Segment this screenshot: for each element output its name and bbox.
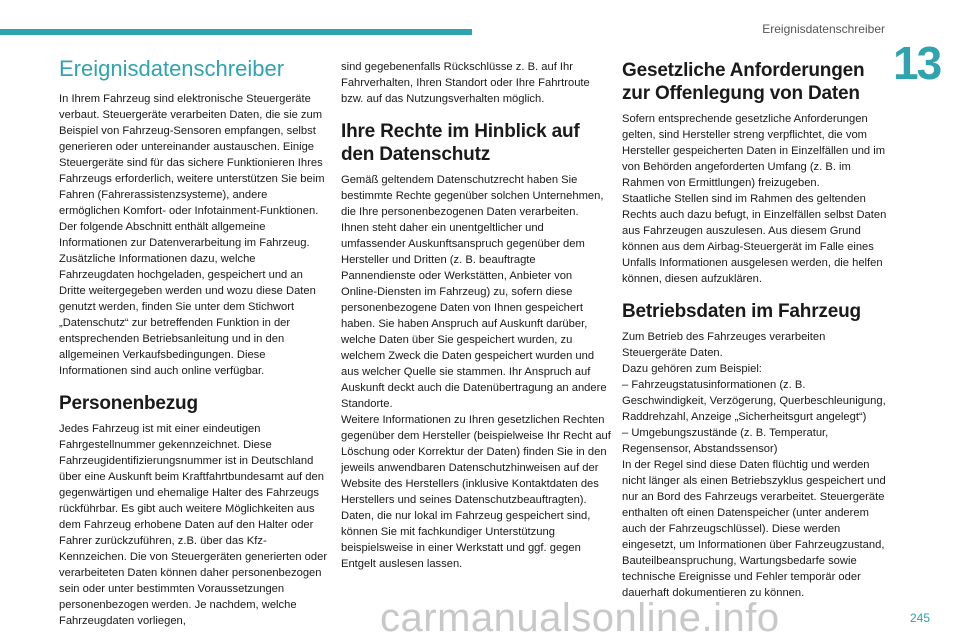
betrieb-paragraph-2: Dazu gehören zum Beispiel:: [622, 363, 762, 375]
betrieb-paragraph-1: Zum Betrieb des Fahrzeuges verarbeiten Steuergeräte Daten.: [622, 331, 826, 359]
header-accent-bar: [0, 29, 472, 35]
heading-personenbezug: Personenbezug: [59, 393, 198, 414]
chapter-number: 13: [893, 37, 941, 89]
rechte-paragraph-1: Gemäß geltendem Datenschutzrecht haben Sie bestimmte Rechte gegenüber solchen Unternehmen, die Ihre personenbezogenen Daten verarbeiten.: [341, 174, 604, 218]
betrieb-paragraph-3: In der Regel sind diese Daten flüchtig und werden nicht länger als einen Betriebszyklus gespeichert und nur an Bord des Fahrzeugs verarbeitet. Steuergeräte enthalten oft einen Datenspeicher (unter anderem auch der Fahrzeugschlüssel). Diese werden eingesetzt, um Informationen über Fahrzeugzustand, Bauteilbeanspruchung, Wartungsbedarfe sowie technische Ereignisse und Fehler temporär oder dauerhaft dokumentieren zu können.: [622, 459, 886, 599]
column-1: [59, 56, 329, 629]
column-3: [622, 59, 890, 601]
intro-paragraph: In Ihrem Fahrzeug sind elektronische Steuergeräte verbaut. Steuergeräte verarbeiten Daten, die sie zum Beispiel von Fahrzeug-Sensoren empfangen, selbst generieren oder untereinander austauschen. Einige Steuergeräte sind für das sichere Funktionieren Ihres Fahrzeugs erforderlich, weitere unterstützen Sie beim Fahren (Fahrerassistenzsysteme), andere ermöglichen Komfort- oder Infotainment-Funktionen.: [59, 93, 325, 217]
intro-paragraph-3: Zusätzliche Informationen dazu, welche Fahrzeugdaten hochgeladen, gespeichert und an Dritte weitergegeben werden und wozu diese Daten genutzt werden, finden Sie unter dem Stichwort „Datenschutz“ zur betreffenden Funktion in der entsprechenden Betriebsanleitung und in den allgemeinen Verkaufsbedingungen. Diese Informationen sind auch online verfügbar.: [59, 253, 316, 377]
column-2: [341, 59, 611, 572]
gesetz-paragraph-2: Staatliche Stellen sind im Rahmen des geltenden Rechts auch dazu befugt, in Einzelfällen selbst Daten aus Fahrzeugen auszulesen. Aus diesem Grund können aus dem Airbag-Steuergerät im Falle eines Unfalls Informationen ausgelesen werden, die helfen können, diesen aufzuklären.: [622, 193, 887, 285]
heading-betriebsdaten: Betriebsdaten im Fahrzeug: [622, 301, 861, 322]
gesetz-paragraph-1: Sofern entsprechende gesetzliche Anforderungen gelten, sind Hersteller streng verpflichtet, die vom Hersteller gespeicherten Daten in Einzelfällen und im von Behörden angeforderten Umfang (z. B. im Rahmen von Ermittlungen) freizugeben.: [622, 113, 886, 189]
section-title: Ereignisdatenschreiber: [762, 22, 885, 36]
page-number: 245: [909, 611, 930, 625]
rechte-paragraph-2: Ihnen steht daher ein unentgeltlicher und umfassender Auskunftsanspruch gegenüber dem Hersteller und Dritten (z. B. beauftragte Pannendienste oder Werkstätten, Anbieter von Online-Diensten im Fahrzeug) zu, sofern diese personenbezogene Daten von Ihnen gespeichert haben. Sie haben Anspruch auf Auskunft darüber, welche Daten über Sie gespeichert wurden, zu welchem Zweck die Daten gespeichert wurden und aus welcher Quelle sie stammen. Ihr Anspruch auf Auskunft deckt auch die Datenübertragung an andere Standorte.: [341, 222, 607, 410]
heading-gesetzliche-anforderungen: Gesetzliche Anforderungen zur Offenlegung von Daten: [622, 60, 865, 104]
page-title: Ereignisdatenschreiber: [59, 56, 285, 81]
heading-rechte: Ihre Rechte im Hinblick auf den Datenschutz: [341, 121, 580, 165]
rechte-paragraph-3: Weitere Informationen zu Ihren gesetzlichen Rechten gegenüber dem Hersteller (beispielweise Ihr Recht auf Löschung oder Korrektur der Daten) finden Sie in den jeweils anwendbaren Datenschutzhinweisen auf der Website des Herstellers (inklusive Kontaktdaten des Herstellers und seines Datenschutzbeauftragten).: [341, 414, 611, 506]
watermark: carmanualsonline.info: [380, 596, 780, 640]
rechte-paragraph-4: Daten, die nur lokal im Fahrzeug gespeichert sind, können Sie mit fachkundiger Unterstützung beispielsweise in einer Werkstatt und ggf. gegen Entgelt auslesen lassen.: [341, 510, 591, 570]
personenbezug-paragraph: Jedes Fahrzeug ist mit einer eindeutigen Fahrgestellnummer gekennzeichnet. Diese Fahrzeugidentifizierungsnummer ist in Deutschland über eine Auskunft beim Kraftfahrtbundesamt auf den gegenwärtigen und ehemalige Halter des Fahrzeugs rückführbar. Es gibt auch weitere Möglichkeiten aus dem Fahrzeug erhobene Daten auf den Halter oder Fahrer zurückzuführen, z.B. über das Kfz-Kennzeichen. Die von Steuergeräten generierten oder verarbeiteten Daten können daher personenbezogen sein oder unter bestimmten Voraussetzungen personenbezogen werden. Je nachdem, welche Fahrzeugdaten vorliegen,: [59, 423, 328, 627]
continued-paragraph: sind gegebenenfalls Rückschlüsse z. B. auf Ihr Fahrverhalten, Ihren Standort oder Ihre Fahrtroute bzw. auf das Nutzungsverhalten möglich.: [341, 61, 590, 105]
intro-paragraph-2: Der folgende Abschnitt enthält allgemeine Informationen zur Datenverarbeitung im Fahrzeug.: [59, 221, 310, 249]
betrieb-list-item-2: – Umgebungszustände (z. B. Temperatur, Regensensor, Abstandssensor): [622, 427, 829, 455]
betrieb-list-item-1: – Fahrzeugstatusinformationen (z. B. Geschwindigkeit, Verzögerung, Querbeschleunigung, Raddrehzahl, Anzeige „Sicherheitsgurt angelegt“): [622, 379, 886, 423]
